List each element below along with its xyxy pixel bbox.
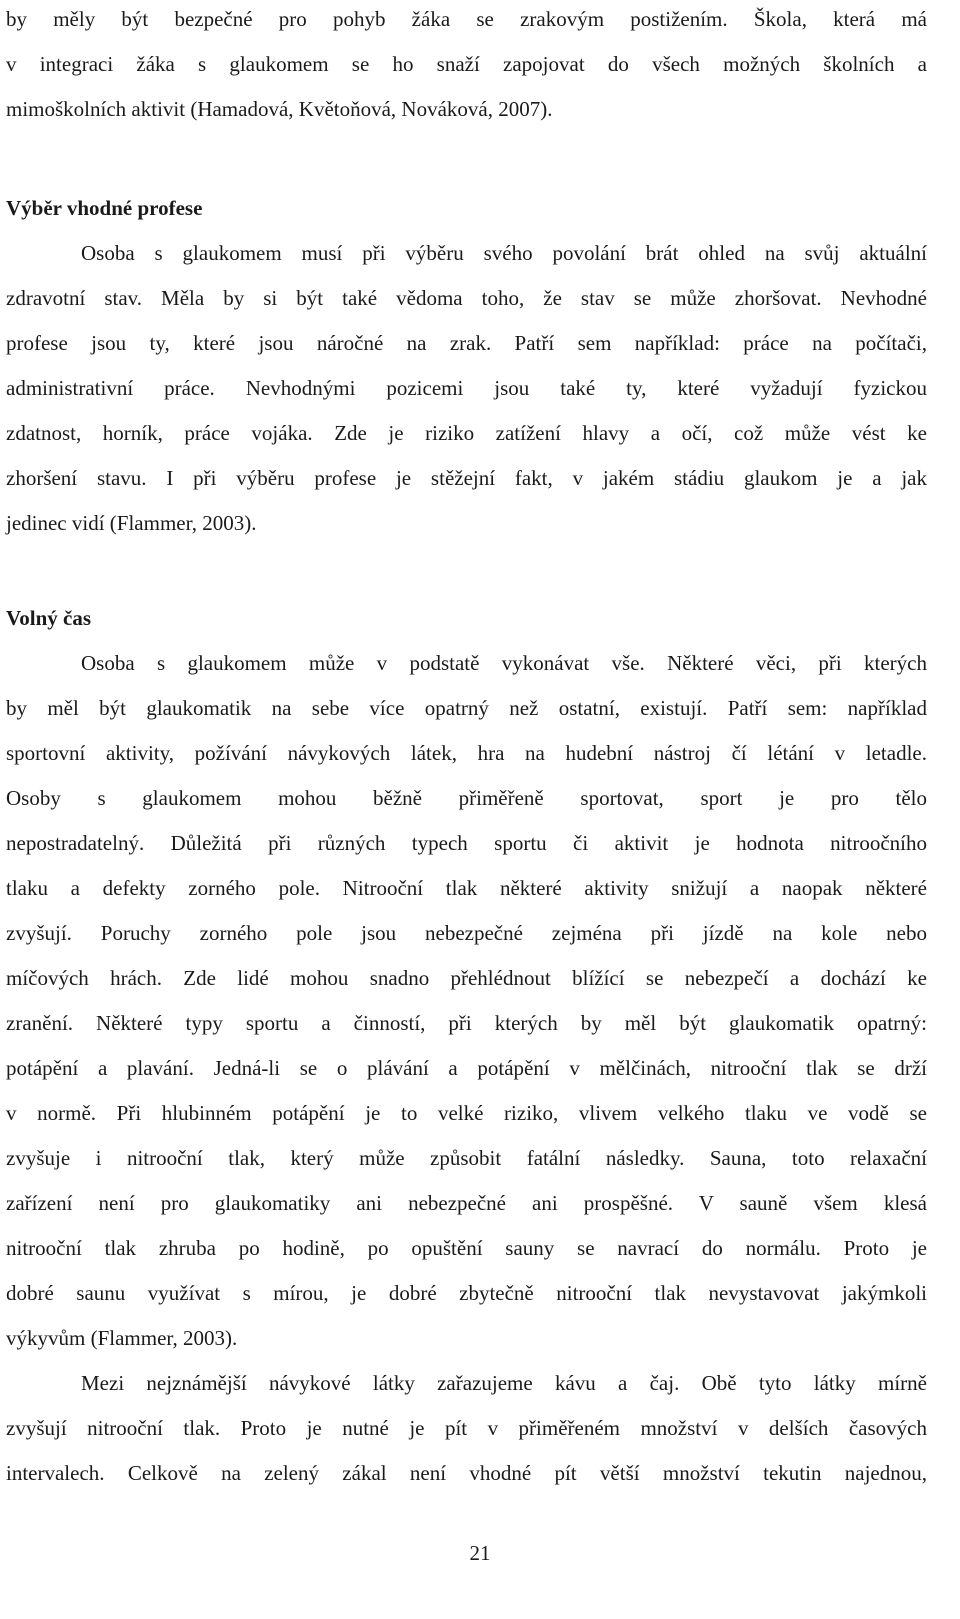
section-heading-leisure: Volný čas — [6, 606, 91, 630]
profession-line: profese jsou ty, které jsou náročné na zrak. Patří sem například: práce na počítači, — [6, 331, 927, 355]
leisure-line: nitrooční tlak zhruba po hodině, po opuštění sauny se navrací do normálu. Proto je — [6, 1236, 927, 1260]
leisure-line: tlaku a defekty zorného pole. Nitrooční tlak některé aktivity snižují a naopak některé — [6, 876, 927, 900]
section-heading-profession: Výběr vhodné profese — [6, 196, 203, 220]
leisure-line: Mezi nejznámější návykové látky zařazujeme kávu a čaj. Obě tyto látky mírně — [81, 1371, 927, 1395]
leisure-line: v normě. Při hlubinném potápění je to velké riziko, vlivem velkého tlaku ve vodě se — [6, 1101, 927, 1125]
leisure-line: Osoby s glaukomem mohou běžně přiměřeně sportovat, sport je pro tělo — [6, 786, 927, 810]
intro-line: v integraci žáka s glaukomem se ho snaží zapojovat do všech možných školních a — [6, 52, 927, 76]
profession-line: zhoršení stavu. I při výběru profese je stěžejní fakt, v jakém stádiu glaukom je a jak — [6, 466, 927, 490]
leisure-line: by měl být glaukomatik na sebe více opatrný než ostatní, existují. Patří sem: například — [6, 696, 927, 720]
intro-line: mimoškolních aktivit (Hamadová, Květoňová, Nováková, 2007). — [6, 97, 553, 121]
leisure-line: výkyvům (Flammer, 2003). — [6, 1326, 238, 1350]
page-number: 21 — [469, 1541, 491, 1565]
leisure-line: zvyšují. Poruchy zorného pole jsou nebezpečné zejména při jízdě na kole nebo — [6, 921, 927, 945]
profession-line: zdatnost, horník, práce vojáka. Zde je riziko zatížení hlavy a očí, což může vést ke — [6, 421, 927, 445]
profession-line: administrativní práce. Nevhodnými pozicemi jsou také ty, které vyžadují fyzickou — [6, 376, 927, 400]
leisure-line: nepostradatelný. Důležitá při různých typech sportu či aktivit je hodnota nitroočního — [6, 831, 927, 855]
leisure-line: potápění a plavání. Jedná-li se o plávání a potápění v mělčinách, nitrooční tlak se drží — [6, 1056, 927, 1080]
profession-line: Osoba s glaukomem musí při výběru svého povolání brát ohled na svůj aktuální — [81, 241, 927, 265]
leisure-line: Osoba s glaukomem může v podstatě vykonávat vše. Některé věci, při kterých — [81, 651, 927, 675]
leisure-line: zranění. Některé typy sportu a činností, při kterých by měl být glaukomatik opatrný: — [6, 1011, 927, 1035]
profession-line: jedinec vidí (Flammer, 2003). — [6, 511, 257, 535]
leisure-line: zvyšuje i nitrooční tlak, který může způsobit fatální následky. Sauna, toto relaxační — [6, 1146, 927, 1170]
intro-line: by měly být bezpečné pro pohyb žáka se zrakovým postižením. Škola, která má — [6, 7, 927, 31]
leisure-line: dobré saunu využívat s mírou, je dobré zbytečně nitrooční tlak nevystavovat jakýmkoli — [6, 1281, 927, 1305]
profession-line: zdravotní stav. Měla by si být také vědoma toho, že stav se může zhoršovat. Nevhodné — [6, 286, 927, 310]
leisure-line: intervalech. Celkově na zelený zákal není vhodné pít větší množství tekutin najednou, — [6, 1461, 927, 1485]
leisure-line: zařízení není pro glaukomatiky ani nebezpečné ani prospěšné. V sauně všem klesá — [6, 1191, 927, 1215]
leisure-line: míčových hrách. Zde lidé mohou snadno přehlédnout blížící se nebezpečí a dochází ke — [6, 966, 927, 990]
leisure-line: zvyšují nitrooční tlak. Proto je nutné je pít v přiměřeném množství v delších časových — [6, 1416, 927, 1440]
leisure-line: sportovní aktivity, požívání návykových látek, hra na hudební nástroj čí létání v letadle. — [6, 741, 927, 765]
